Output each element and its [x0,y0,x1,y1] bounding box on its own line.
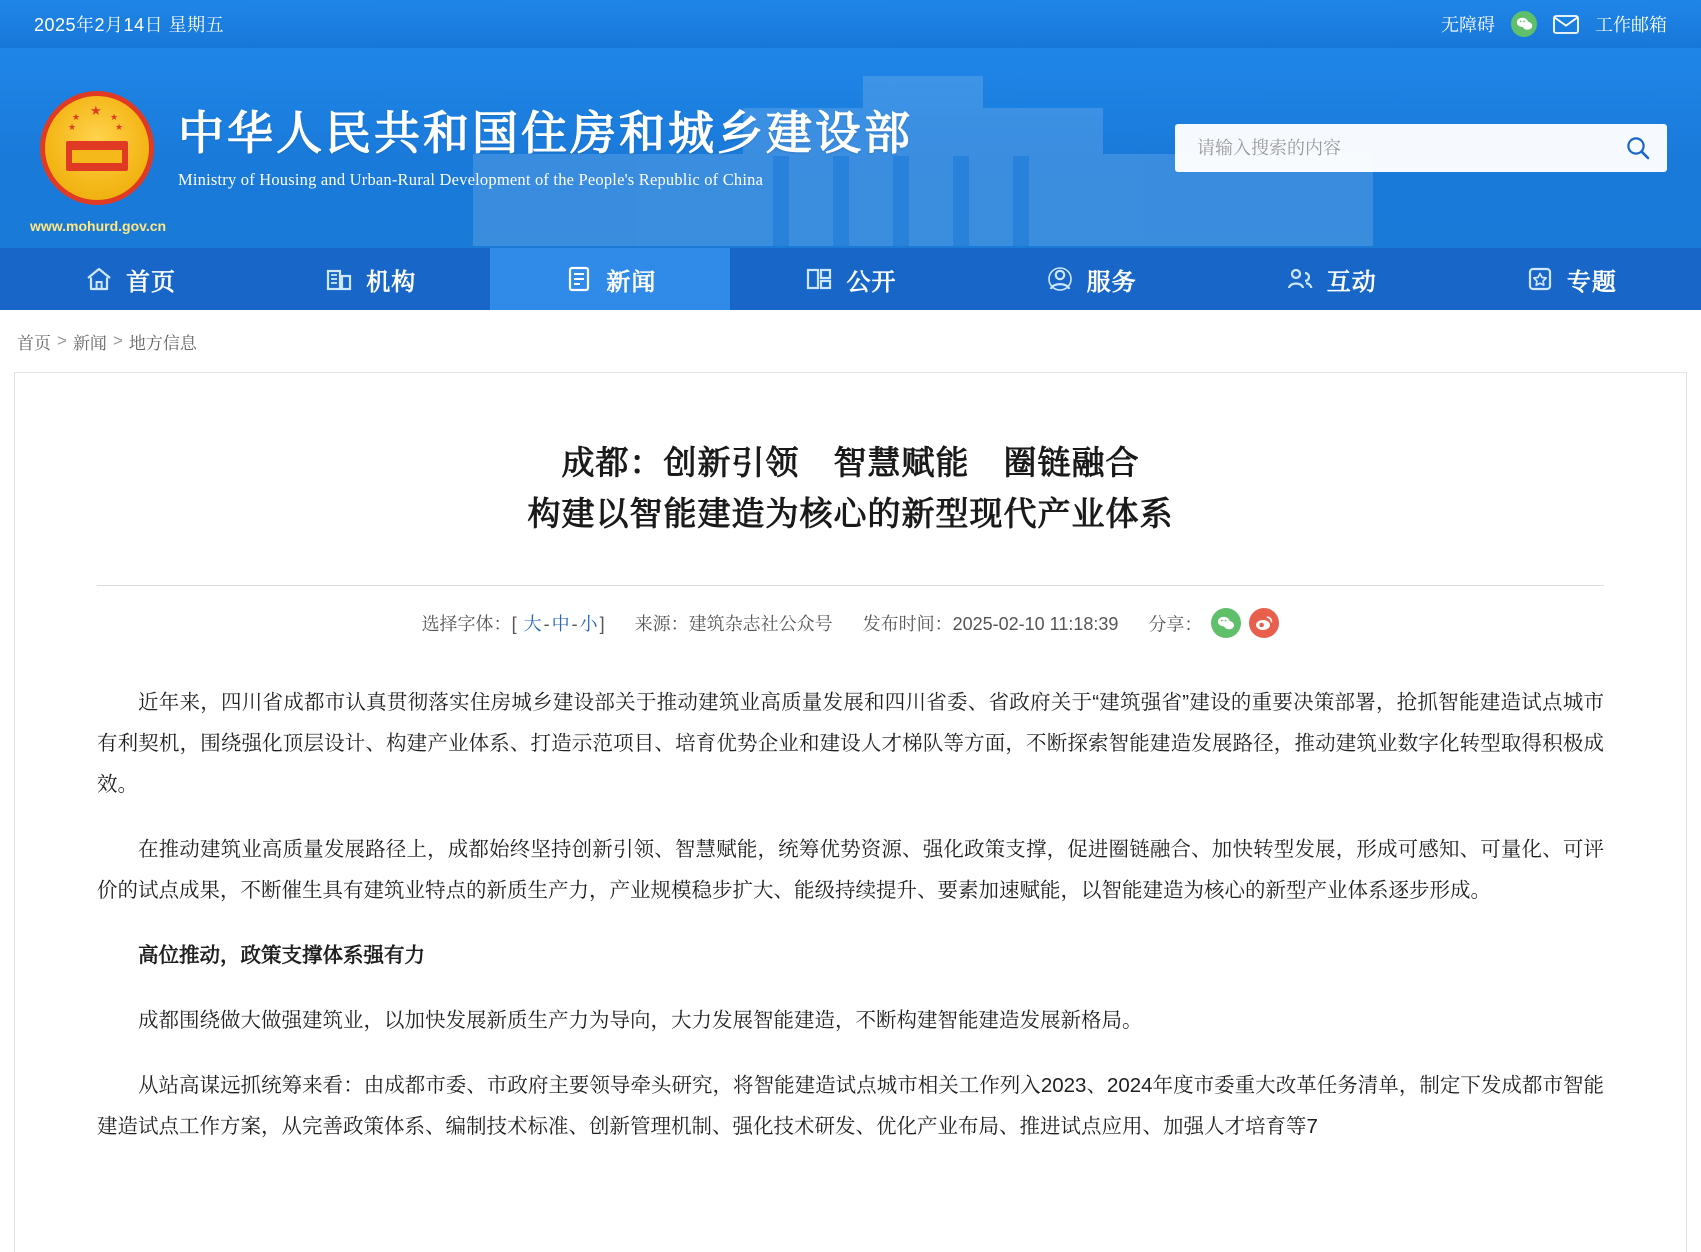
article-paragraph: 从站高谋远抓统筹来看：由成都市委、市政府主要领导牵头研究，将智能建造试点城市相关工作列入2023、2024年度市委重大改革任务清单，制定下发成都市智能建造试点工作方案，从完善政策体系、编制技术标准、创新管理机制、强化技术研发、优化产业布局、推进试点应用、加强人才培育等7 [97,1074,1604,1139]
search-button[interactable] [1617,127,1659,169]
nav-label: 新闻 [606,268,657,296]
nav-label: 专题 [1566,268,1617,296]
source-value: 建筑杂志社公众号 [688,614,833,635]
news-icon [564,264,594,294]
nav-label: 公开 [846,268,897,296]
article-publish-time [863,610,1119,636]
breadcrumb-item-home[interactable]: 首页 [17,333,51,353]
font-size-medium[interactable]: 中 [551,614,570,635]
nav-item-openinfo[interactable] [730,248,970,310]
nav-label: 服务 [1086,268,1137,296]
breadcrumb-separator: > [112,331,123,350]
font-dash: - [571,614,578,635]
article-share [1148,608,1279,638]
nav-label: 互动 [1326,268,1377,296]
nav-item-interaction[interactable] [1211,248,1451,310]
page-title [97,437,1604,539]
bracket-open: [ [511,614,517,635]
home-icon [84,264,114,294]
font-size-label: 选择字体： [421,614,512,635]
current-date: 2025年2月14日 星期五 [34,15,225,35]
mail-icon[interactable] [1553,15,1579,34]
site-url: www.mohurd.gov.cn [30,218,167,234]
nav-item-service[interactable] [971,248,1211,310]
font-size-large[interactable]: 大 [523,614,542,635]
service-person-icon [1045,264,1075,294]
article-card [14,372,1687,1252]
site-title-en: Ministry of Housing and Urban-Rural Development of the People's Republic of China [178,169,764,189]
publish-label: 发布时间： [862,614,953,635]
national-emblem-icon: ★ ★ ★ ★ ★ [34,85,160,211]
article-title-line2: 构建以智能建造为核心的新型现代产业体系 [527,495,1174,533]
article-body [97,656,1604,1147]
main-navigation [0,248,1701,310]
bracket-close: ] [599,614,605,635]
font-size-small[interactable]: 小 [579,614,598,635]
search-input[interactable] [1195,137,1617,160]
nav-label: 机构 [366,268,417,296]
article-meta [97,586,1604,656]
site-masthead [0,48,1701,248]
search-box[interactable] [1175,124,1667,172]
accessibility-link[interactable]: 无障碍 [1441,15,1495,35]
top-utility-bar [0,0,1701,48]
nav-item-home[interactable] [10,248,250,310]
interaction-people-icon [1285,264,1315,294]
font-size-selector [422,610,605,636]
search-icon [1625,135,1651,161]
nav-label: 首页 [126,268,177,296]
font-dash: - [543,614,550,635]
star-box-icon [1525,264,1555,294]
breadcrumb-separator: > [57,331,67,350]
nav-item-organization[interactable] [250,248,490,310]
open-document-icon [804,264,834,294]
work-mail-link[interactable]: 工作邮箱 [1595,15,1667,35]
wechat-share-icon[interactable] [1211,608,1241,638]
source-label: 来源： [634,614,689,635]
breadcrumb-item-local-info[interactable]: 地方信息 [128,333,197,353]
article-paragraph: 成都围绕做大做强建筑业，以加快发展新质生产力为导向，大力发展智能建造，不断构建智能建造发展新格局。 [138,1009,1143,1033]
article-paragraph: 近年来，四川省成都市认真贯彻落实住房城乡建设部关于推动建筑业高质量发展和四川省委、省政府关于“建筑强省”建设的重要决策部署，抢抓智能建造试点城市有利契机，围绕强化顶层设计、构建产业体系、打造示范项目、培育优势企业和建设人才梯队等方面，不断探索智能建造发展路径，推动建筑业数字化转型取得积极成效。 [97,691,1604,797]
breadcrumb [0,310,1701,372]
article-source [635,610,833,636]
article-subheading: 高位推动，政策支撑体系强有力 [138,944,425,968]
top-utility-right [1441,11,1667,37]
nav-item-topics[interactable] [1451,248,1691,310]
article-title-line1: 成都：创新引领 智慧赋能 圈链融合 [561,444,1140,481]
weibo-share-icon[interactable] [1249,608,1279,638]
site-brand [178,106,913,189]
breadcrumb-item-news[interactable]: 新闻 [72,333,107,353]
wechat-icon[interactable] [1511,11,1537,37]
building-icon [324,264,354,294]
site-title-cn: 中华人民共和国住房和城乡建设部 [178,107,913,160]
publish-value: 2025-02-10 11:18:39 [952,614,1119,635]
nav-item-news[interactable] [490,248,730,310]
article-paragraph: 在推动建筑业高质量发展路径上，成都始终坚持创新引领、智慧赋能，统筹优势资源、强化政策支撑，促进圈链融合、加快转型发展，形成可感知、可量化、可评价的试点成果，不断催生具有建筑业特点的新质生产力，产业规模稳步扩大、能级持续提升、要素加速赋能，以智能建造为核心的新型产业体系逐步形成。 [97,838,1604,903]
share-label: 分享： [1148,614,1203,635]
